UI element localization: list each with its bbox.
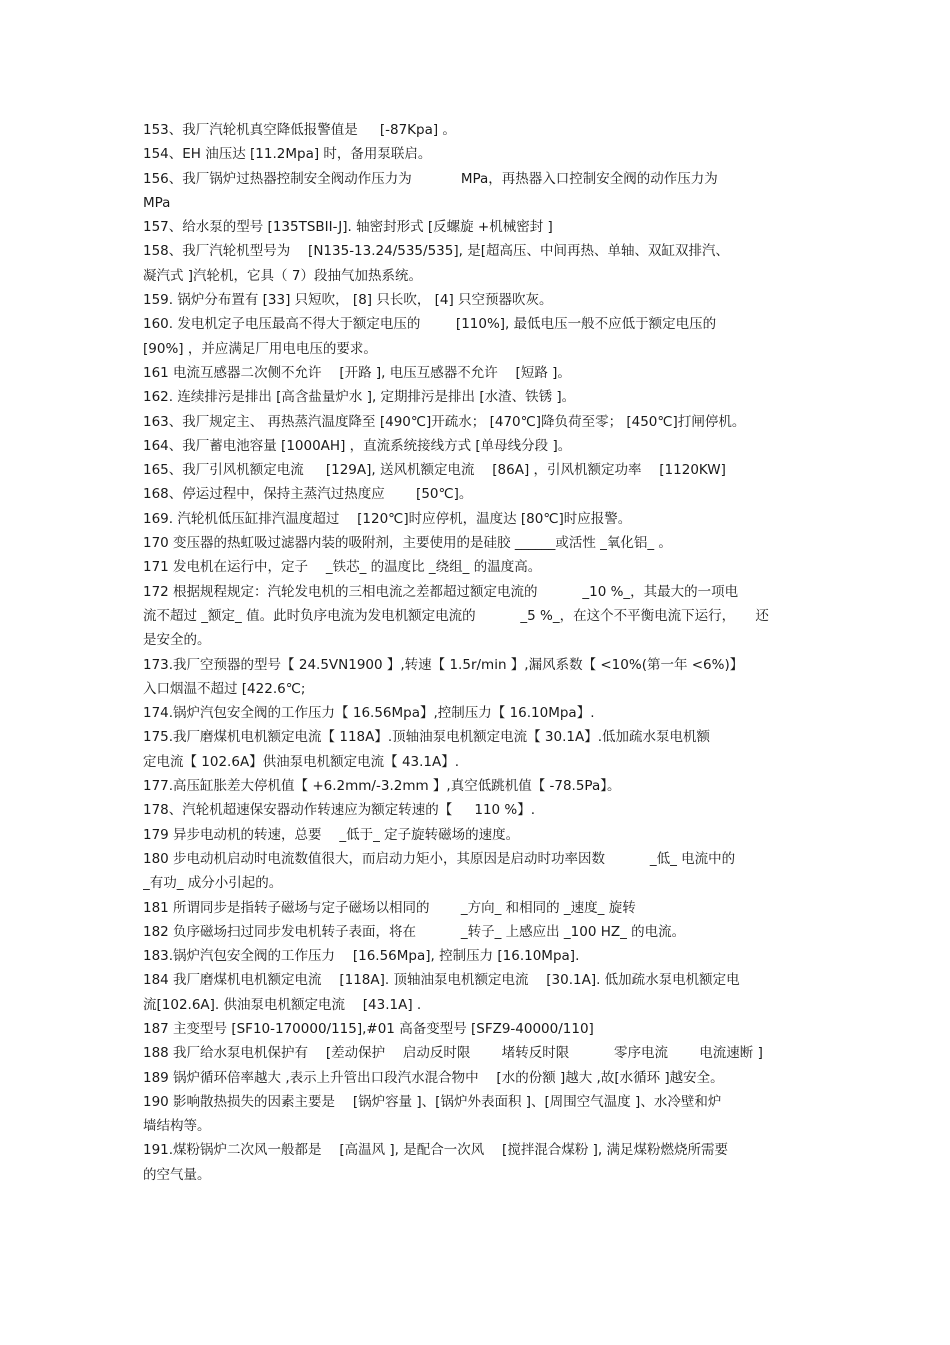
text-line: 凝汽式 ]汽轮机，它具（ 7）段抽气加热系统。 [143,267,422,284]
text-line: 182 负序磁场扫过同步发电机转子表面，将在 _转子_ 上感应出 _100 HZ_ 的电流。 [143,923,686,940]
text-line: 190 影响散热损失的因素主要是 [锅炉容量 ]、[锅炉外表面积 ]、[周围空气温度 ]、水冷壁和炉 [143,1093,722,1110]
text-line: 184 我厂磨煤机电机额定电流 [118A]. 顶轴油泵电机额定电流 [30.1A]. 低加疏水泵电机额定电 [143,972,740,989]
text-line: 169. 汽轮机低压缸排汽温度超过 [120℃]时应停机，温度达 [80℃]时应报警。 [143,510,632,527]
text-line: 181 所谓同步是指转子磁场与定子磁场以相同的 _方向_ 和相同的 _速度_ 旋转 [143,899,636,916]
text-line: 164、我厂蓄电池容量 [1000AH] ，直流系统接线方式 [单母线分段 ]。 [143,437,572,454]
text-line: 165、我厂引风机额定电流 [129A], 送风机额定电流 [86A] ，引风机额定功率 [1120KW] [143,462,726,479]
text-line: 定电流【 102.6A】供油泵电机额定电流【 43.1A】. [143,753,460,770]
text-line: 158、我厂汽轮机型号为 [N135-13.24/535/535], 是[超高压、中间再热、单轴、双缸双排汽、 [143,243,729,260]
text-line: 168、停运过程中，保持主蒸汽过热度应 [50℃]。 [143,486,473,503]
text-line: [90%] ，并应满足厂用电电压的要求。 [143,340,377,357]
text-line: 的空气量。 [143,1166,211,1183]
text-line: 172 根据规程规定：汽轮发电机的三相电流之差都超过额定电流的 _10 %_，其最大的一项电 [143,583,739,600]
text-line: 178、汽轮机超速保安器动作转速应为额定转速的【 110 %】. [143,802,536,819]
text-line: 157、给水泵的型号 [135TSBII-J]. 轴密封形式 [反螺旋 +机械密封 ] [143,219,553,236]
text-line: 171 发电机在运行中，定子 _铁芯_ 的温度比 _绕组_ 的温度高。 [143,559,542,576]
text-line: 154、EH 油压达 [11.2Mpa] 时，备用泵联启。 [143,146,432,163]
text-line: 163、我厂规定主、 再热蒸汽温度降至 [490℃]开疏水； [470℃]降负荷至零； [450℃]打闸停机。 [143,413,746,430]
text-line: 入口烟温不超过 [422.6℃; [143,680,306,697]
text-line: 173.我厂空预器的型号【 24.5VN1900 】,转速【 1.5r/min 】,漏风系数【 <10%(第一年 <6%)】 [143,656,744,673]
text-line: 188 我厂给水泵电机保护有 [差动保护 启动反时限 堵转反时限 零序电流 电流速断 ] [143,1045,763,1062]
text-line: 162. 连续排污是排出 [高含盐量炉水 ], 定期排污是排出 [水渣、铁锈 ]。 [143,389,576,406]
text-line: 159. 锅炉分布置有 [33] 只短吹， [8] 只长吹， [4] 只空预器吹灰。 [143,292,553,309]
text-line: 墙结构等。 [143,1118,211,1135]
text-line: 是安全的。 [143,632,211,649]
text-line: 156、我厂锅炉过热器控制安全阀动作压力为 MPa，再热器入口控制安全阀的动作压力为 [143,170,718,187]
text-line: 161 电流互感器二次侧不允许 [开路 ], 电压互感器不允许 [短路 ]。 [143,364,571,381]
text-line: 175.我厂磨煤机电机额定电流【 118A】.顶轴油泵电机额定电流【 30.1A】.低加疏水泵电机额 [143,729,711,746]
text-line: _有功_ 成分小引起的。 [143,875,283,892]
text-line: 180 步电动机启动时电流数值很大，而启动力矩小，其原因是启动时功率因数 _低_ 电流中的 [143,850,736,867]
text-line: 160. 发电机定子电压最高不得大于额定电压的 [110%], 最低电压一般不应低于额定电压的 [143,316,717,333]
text-line: 170 变压器的热虹吸过滤器内装的吸附剂，主要使用的是硅胶 ______或活性 _氧化铝_ 。 [143,535,672,552]
text-line: 183.锅炉汽包安全阀的工作压力 [16.56Mpa], 控制压力 [16.10Mpa]. [143,948,580,965]
text-line: 179 异步电动机的转速，总要 _低于_ 定子旋转磁场的速度。 [143,826,520,843]
text-line: 189 锅炉循环倍率越大 ,表示上升管出口段汽水混合物中 [水的份额 ]越大 ,故[水循环 ]越安全。 [143,1069,724,1086]
text-line: 流[102.6A]. 供油泵电机额定电流 [43.1A] . [143,996,422,1013]
text-line: 流不超过 _额定_ 值。此时负序电流为发电机额定电流的 _5 %_，在这个不平衡电流下运行， 还 [143,607,769,624]
text-line: 153、我厂汽轮机真空降低报警值是 [-87Kpa] 。 [143,122,456,138]
text-line: 174.锅炉汽包安全阀的工作压力【 16.56Mpa】,控制压力【 16.10Mpa】. [143,705,595,722]
question-list [143,118,815,1187]
text-line: 187 主变型号 [SF10-170000/115],#01 高备变型号 [SFZ9-40000/110] [143,1020,594,1037]
text-line: MPa [143,194,171,211]
text-line: 191.煤粉锅炉二次风一般都是 [高温风 ], 是配合一次风 [搅拌混合煤粉 ], 满足煤粉燃烧所需要 [143,1142,728,1159]
text-line: 177.高压缸胀差大停机值【 +6.2mm/-3.2mm 】,真空低跳机值【 -78.5Pa】。 [143,778,621,795]
